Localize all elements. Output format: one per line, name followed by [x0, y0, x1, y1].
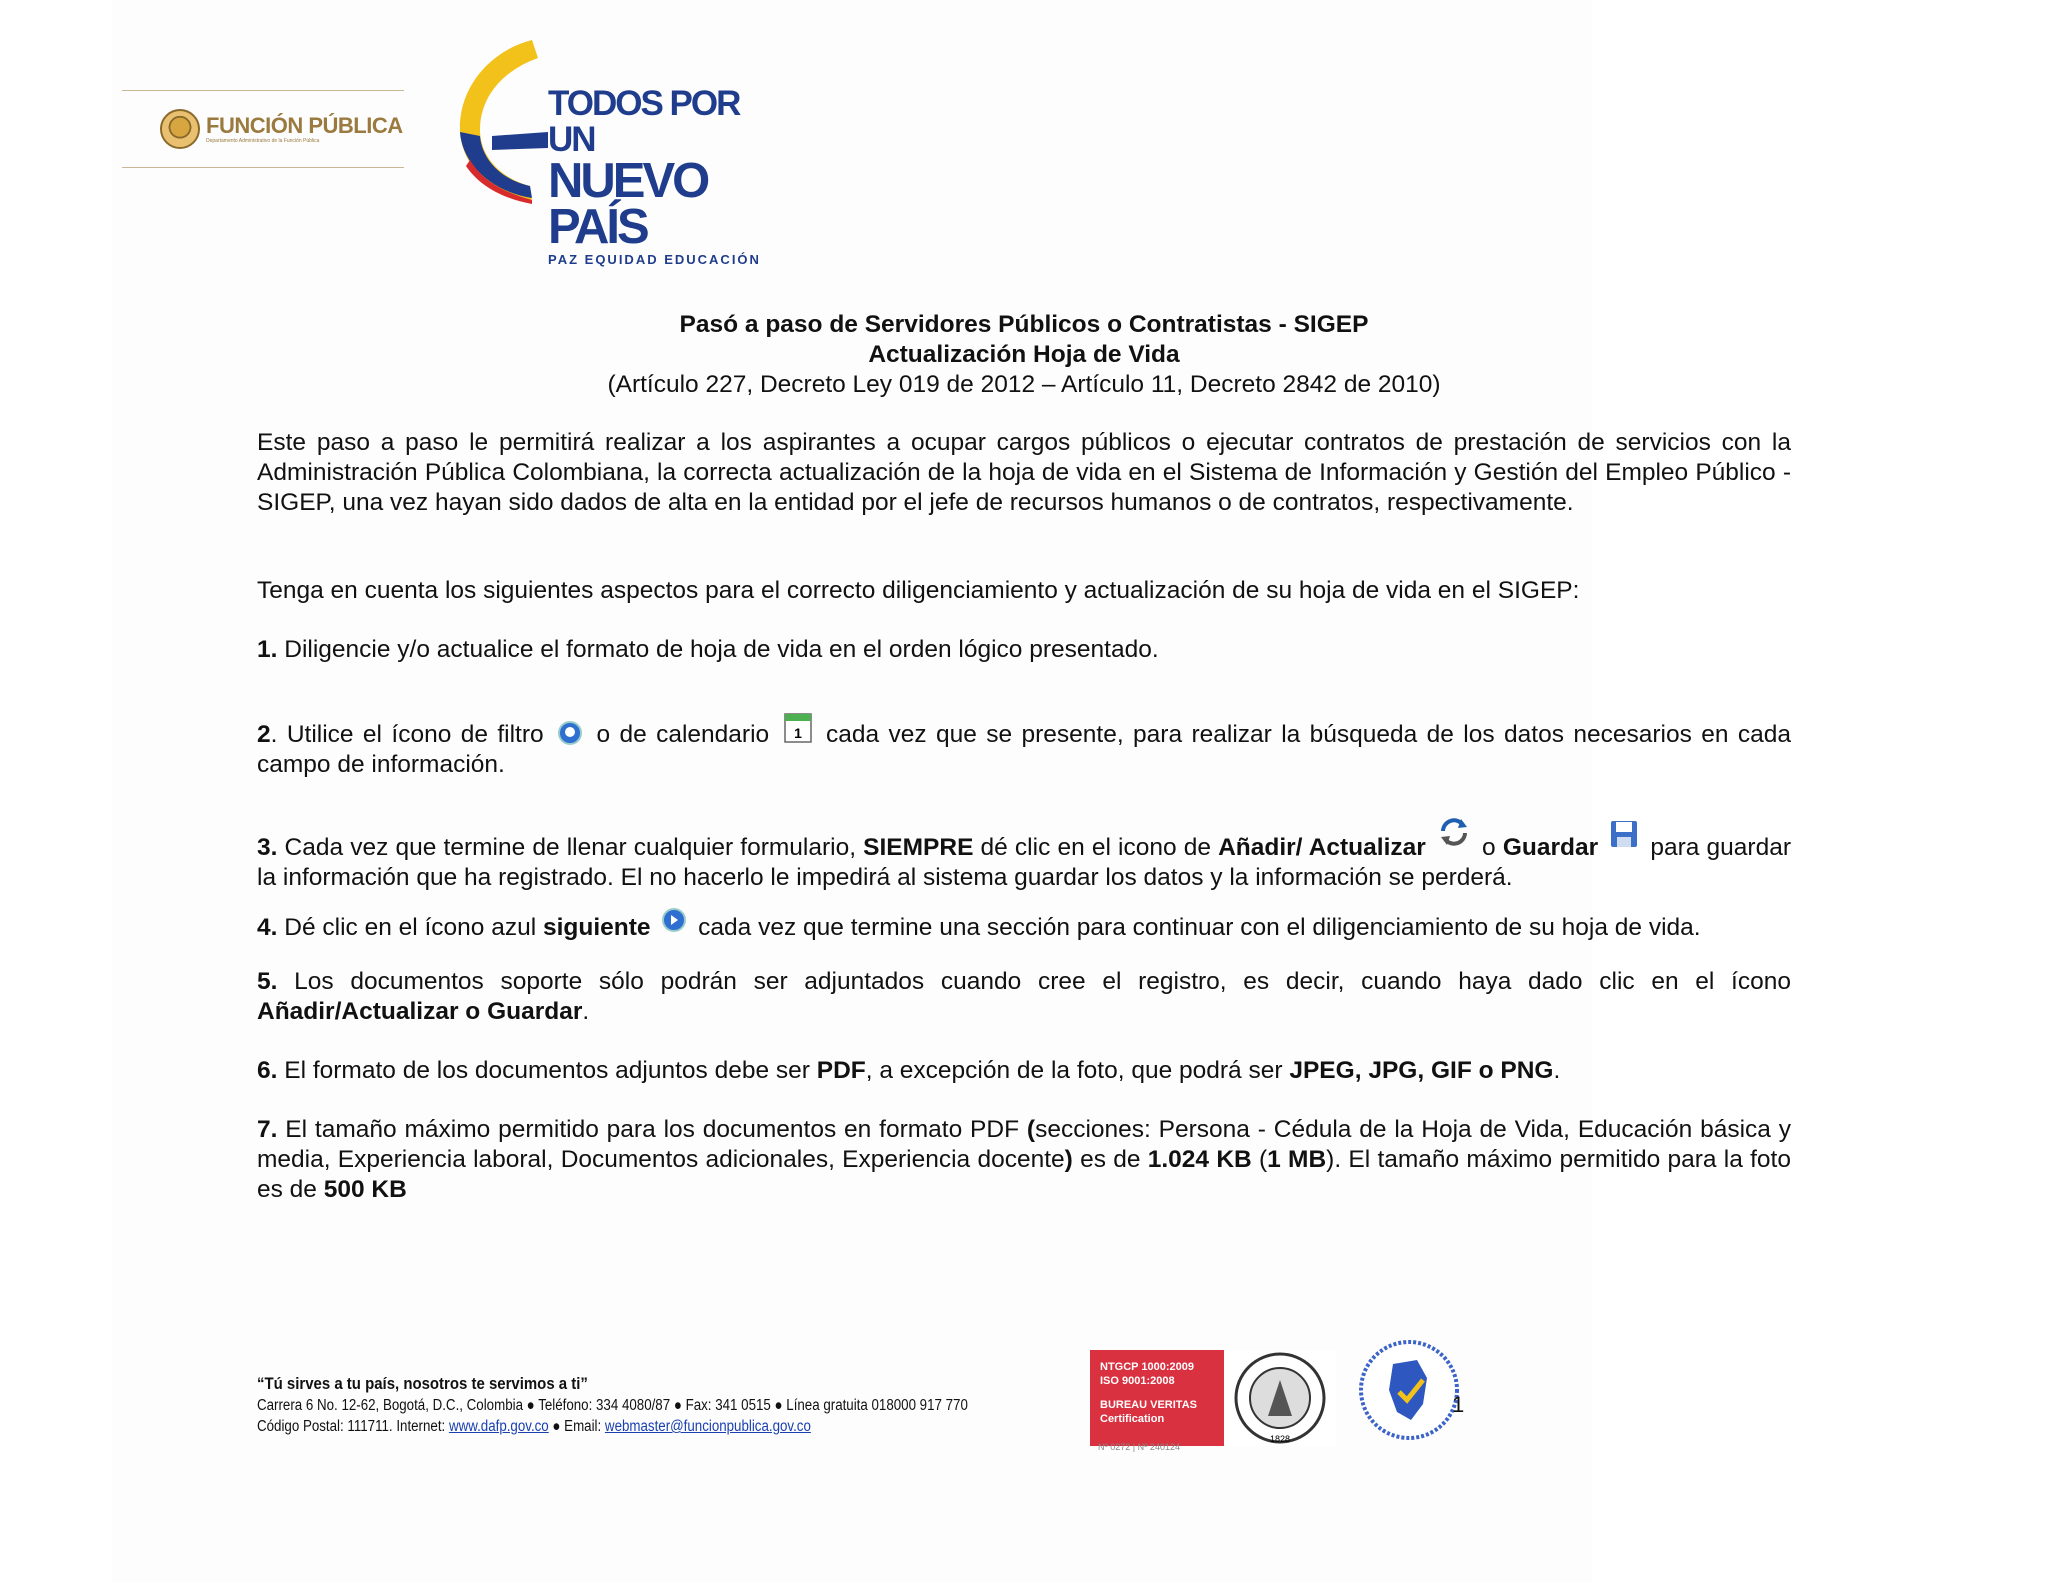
- item-text: o de calendario: [596, 721, 770, 748]
- intro-paragraph: Este paso a paso le permitirá realizar a los aspirantes a ocupar cargos públicos o ejecutar contratos de prestación de servicios con la Administración Pública Colombiana, la correcta actualización de la hoja de vida en el Sistema de Información y Gestión del Empleo Público - SIGEP, una vez hayan sido dados de alta en la entidad por el jefe de recursos humanos o de contratos, respectivamente.: [257, 429, 1791, 516]
- cert-numbers: Nº 0272 | Nº 240124: [1098, 1442, 1180, 1452]
- coat-of-arms-icon: [160, 109, 200, 149]
- cert-line4: Certification: [1100, 1413, 1165, 1425]
- item-number: 4.: [257, 914, 278, 941]
- item-text: .: [1553, 1057, 1561, 1084]
- item-number: 3.: [257, 834, 278, 861]
- item-text: Diligencie y/o actualice el formato de hoja de vida en el orden lógico presentado.: [277, 636, 1159, 663]
- item-number: 7.: [257, 1116, 278, 1143]
- list-item: [257, 1115, 1791, 1205]
- item-text: Cada vez que termine de llenar cualquier formulario,: [277, 834, 864, 861]
- item-emphasis: Añadir/ Actualizar: [1218, 834, 1426, 861]
- item-text: para guardar la información que ha registrado. El no hacerlo le impedirá al sistema guardar los datos y la información se perderá.: [257, 834, 1791, 891]
- footer-slogan: “Tú sirves a tu país, nosotros te servimos a ti”: [257, 1374, 588, 1393]
- page-number: 1: [1452, 1392, 1465, 1417]
- list-item: [257, 815, 1791, 893]
- save-icon[interactable]: [1609, 819, 1639, 849]
- list-item: [257, 635, 1791, 665]
- item-emphasis: Añadir/Actualizar o Guardar: [257, 998, 583, 1025]
- nuevo-pais-line1: TODOS POR UN: [548, 84, 740, 159]
- add-update-icon[interactable]: [1437, 815, 1471, 849]
- item-number: 1.: [257, 636, 278, 663]
- next-icon[interactable]: [661, 907, 687, 933]
- list-item: [257, 907, 1791, 943]
- cert-line1: NTGCP 1000:2009: [1100, 1361, 1194, 1373]
- funcion-publica-title: FUNCIÓN PÚBLICA: [206, 112, 403, 138]
- item-text: Dé clic en el ícono azul: [277, 914, 543, 941]
- cert-line3: BUREAU VERITAS: [1100, 1399, 1197, 1411]
- item-text: El formato de los documentos adjuntos debe ser: [277, 1057, 817, 1084]
- item-emphasis: 1.024 KB: [1147, 1146, 1252, 1173]
- item-number: 6.: [257, 1057, 278, 1084]
- document-title: Pasó a paso de Servidores Públicos o Contratistas - SIGEP: [679, 311, 1369, 338]
- document-subtitle: Actualización Hoja de Vida: [868, 341, 1180, 368]
- item-text: Los documentos soporte sólo podrán ser adjuntados cuando cree el registro, es decir, cuando haya dado clic en el ícono: [277, 968, 1791, 995]
- filter-icon[interactable]: [557, 720, 583, 746]
- cert-line2: ISO 9001:2008: [1100, 1375, 1175, 1387]
- cert-year: 1828: [1269, 1434, 1291, 1444]
- item-text: o: [1474, 834, 1503, 861]
- document-legal-reference: (Artículo 227, Decreto Ley 019 de 2012 – Artículo 11, Decreto 2842 de 2010): [607, 371, 1441, 398]
- aspects-intro: Tenga en cuenta los siguientes aspectos para el correcto diligenciamiento y actualización de su hoja de vida en el SIGEP:: [257, 577, 1580, 604]
- item-text: , a excepción de la foto, que podrá ser: [865, 1057, 1290, 1084]
- colombia-map-seal-icon: [1357, 1338, 1461, 1442]
- list-item: [257, 967, 1791, 1027]
- bureau-veritas-seal-icon: [1224, 1350, 1336, 1446]
- item-emphasis: (: [1026, 1116, 1036, 1143]
- item-emphasis: JPEG, JPG, GIF o PNG: [1289, 1057, 1554, 1084]
- item-text: cada vez que se presente, para realizar la búsqueda de los datos necesarios en cada campo de información.: [257, 721, 1791, 778]
- list-item: [257, 1056, 1791, 1086]
- footer-website-link[interactable]: www.dafp.gov.co: [448, 1418, 549, 1435]
- item-text: secciones: Persona - Cédula de la Hoja de Vida, Educación básica y media, Experiencia laboral, Documentos adicionales, Experiencia docente: [257, 1116, 1791, 1173]
- footer-contact: [257, 1418, 811, 1436]
- item-emphasis: siguiente: [543, 914, 651, 941]
- funcion-publica-subtitle: Departamento Administrativo de la Función Pública: [206, 137, 320, 144]
- item-text: .: [582, 998, 590, 1025]
- calendar-icon[interactable]: [783, 710, 813, 744]
- item-text: El tamaño máximo permitido para los documentos en formato PDF: [277, 1116, 1027, 1143]
- item-emphasis: 500 KB: [323, 1176, 407, 1203]
- item-emphasis: 1 MB: [1267, 1146, 1327, 1173]
- footer-email-label: ● Email:: [548, 1418, 605, 1435]
- funcion-publica-logo: [122, 90, 404, 168]
- item-emphasis: ): [1064, 1146, 1073, 1173]
- item-emphasis: PDF: [816, 1057, 866, 1084]
- svg-text:1: 1: [793, 725, 802, 741]
- nuevo-pais-logo: [452, 36, 762, 267]
- item-emphasis: SIEMPRE: [863, 834, 974, 861]
- item-text: dé clic en el icono de: [973, 834, 1219, 861]
- item-number: 5.: [257, 968, 278, 995]
- footer-postal: Código Postal: 111711. Internet:: [257, 1418, 449, 1435]
- footer-email-link[interactable]: webmaster@funcionpublica.gov.co: [604, 1418, 811, 1435]
- nuevo-pais-line3: PAZ EQUIDAD EDUCACIÓN: [548, 252, 761, 267]
- item-text: . Utilice el ícono de filtro: [270, 721, 544, 748]
- item-text: es de: [1072, 1146, 1148, 1173]
- item-emphasis: Guardar: [1502, 834, 1599, 861]
- item-text: ). El tamaño máximo permitido para la foto es de: [257, 1146, 1791, 1203]
- nuevo-pais-line2: NUEVO PAÍS: [548, 154, 708, 254]
- item-number: 2: [257, 721, 271, 748]
- nuevo-pais-swoosh-icon: [452, 36, 562, 206]
- item-text: cada vez que termine una sección para continuar con el diligenciamiento de su hoja de vida.: [691, 914, 1701, 941]
- list-item: [257, 710, 1791, 780]
- bureau-veritas-certification: [1090, 1350, 1336, 1446]
- footer-address: Carrera 6 No. 12-62, Bogotá, D.C., Colombia ● Teléfono: 334 4080/87 ● Fax: 341 0515 ● Línea gratuita 018000 917 770: [257, 1397, 968, 1414]
- document-title-block: [256, 310, 1792, 400]
- item-text: (: [1251, 1146, 1268, 1173]
